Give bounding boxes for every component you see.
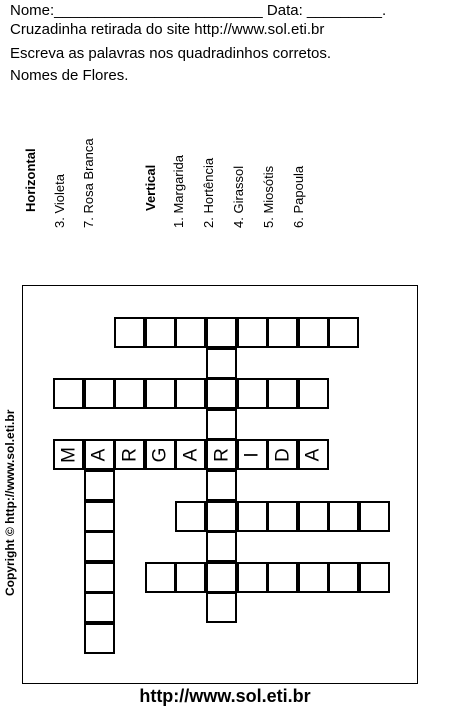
grid-cell[interactable] [206,531,237,562]
grid-cell[interactable] [175,439,206,470]
vertical-clue-4: 4. Girassol [231,165,246,228]
grid-cell[interactable] [298,439,329,470]
vertical-clue-6: 6. Papoula [291,165,306,228]
grid-letter: A [302,448,324,462]
grid-cell[interactable] [84,562,115,593]
grid-cell[interactable] [328,562,359,593]
grid-cell[interactable] [359,501,390,532]
grid-cell[interactable] [114,378,145,409]
grid-cell[interactable] [237,562,268,593]
name-date-line: Nome:_________________________ Data: _________. [10,2,387,19]
grid-letter: A [88,448,110,462]
grid-letter: D [272,448,294,462]
grid-cell[interactable] [206,501,237,532]
grid-cell[interactable] [145,439,176,470]
grid-cell[interactable] [175,562,206,593]
grid-cell[interactable] [267,378,298,409]
grid-cell[interactable] [206,378,237,409]
grid-cell[interactable] [84,623,115,654]
grid-cell[interactable] [145,378,176,409]
footer-url: http://www.sol.eti.br [139,686,311,706]
grid-cell[interactable] [53,378,84,409]
grid-cell[interactable] [84,501,115,532]
grid-cell[interactable] [206,439,237,470]
grid-cell[interactable] [84,592,115,623]
grid-cell[interactable] [359,562,390,593]
grid-cell[interactable] [328,317,359,348]
grid-cell[interactable] [267,317,298,348]
grid-cell[interactable] [267,439,298,470]
grid-cell[interactable] [298,378,329,409]
grid-cell[interactable] [206,317,237,348]
vertical-clues-title: Vertical [143,164,158,211]
grid-letter: A [180,448,202,462]
grid-letter: G [149,447,171,463]
grid-cell[interactable] [267,562,298,593]
vertical-clue-2: 2. Hortência [201,157,216,228]
grid-cell[interactable] [175,501,206,532]
grid-cell[interactable] [53,439,84,470]
grid-cell[interactable] [237,501,268,532]
source-line: Cruzadinha retirada do site http://www.sol.eti.br [10,21,325,38]
grid-cell[interactable] [175,378,206,409]
grid-cell[interactable] [206,562,237,593]
grid-cell[interactable] [84,531,115,562]
vertical-clue-5: 5. Miosótis [261,165,276,228]
horizontal-clue-7: 7. Rosa Branca [81,138,96,228]
grid-cell[interactable] [206,592,237,623]
grid-cell[interactable] [206,409,237,440]
grid-letter: M [58,446,79,463]
crossword-grid [22,285,418,684]
grid-cell[interactable] [206,348,237,379]
grid-cell[interactable] [237,317,268,348]
grid-cell[interactable] [237,439,268,470]
grid-letter: R [211,448,232,462]
grid-cell[interactable] [114,317,145,348]
grid-cell[interactable] [145,562,176,593]
grid-cell[interactable] [267,501,298,532]
grid-cell[interactable] [237,378,268,409]
grid-cell[interactable] [175,317,206,348]
grid-cell[interactable] [298,317,329,348]
grid-letter: I [241,452,263,458]
horizontal-clues-title: Horizontal [23,148,38,212]
copyright-notice: Copyright © http://www.sol.eti.br [3,409,17,596]
horizontal-clue-3: 3. Violeta [52,174,67,228]
grid-cell[interactable] [84,439,115,470]
grid-cell[interactable] [145,317,176,348]
grid-cell[interactable] [84,470,115,501]
grid-cell[interactable] [114,439,145,470]
grid-cell[interactable] [298,562,329,593]
grid-cell[interactable] [206,470,237,501]
puzzle-topic: Nomes de Flores. [10,67,129,84]
vertical-clue-1: 1. Margarida [171,155,186,228]
grid-cell[interactable] [298,501,329,532]
grid-cell[interactable] [84,378,115,409]
grid-letter: R [119,448,141,462]
instructions: Escreva as palavras nos quadradinhos corretos. [10,45,332,62]
grid-cell[interactable] [328,501,359,532]
